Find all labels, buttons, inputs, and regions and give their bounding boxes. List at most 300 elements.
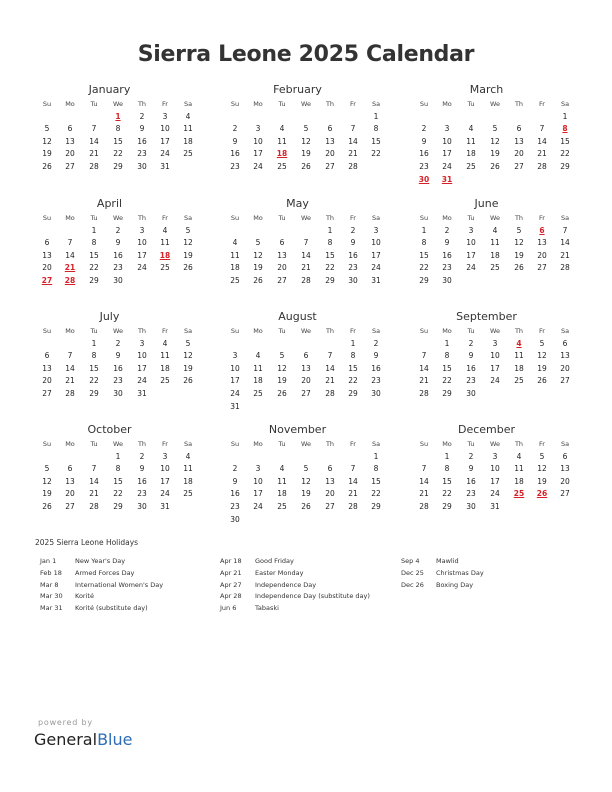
weekday-label: Su [419, 100, 429, 108]
weekday-label: We [112, 440, 124, 448]
holiday-name: International Women's Day [75, 580, 164, 589]
day-cell: 31 [371, 275, 381, 285]
day-cell: 22 [442, 376, 452, 386]
day-cell: 21 [348, 149, 358, 159]
day-cell: 17 [160, 136, 170, 146]
day-cell: 15 [560, 136, 570, 146]
day-cell: 4 [185, 451, 191, 461]
day-cell: 2 [421, 124, 427, 134]
day-cell: 12 [277, 363, 287, 373]
day-cell: 8 [91, 238, 97, 248]
day-cell: 11 [160, 351, 170, 361]
day-cell: 10 [253, 476, 263, 486]
day-cell: 5 [255, 238, 261, 248]
weekday-header-row [220, 325, 381, 338]
day-cell: 3 [139, 225, 145, 235]
day-cell: 12 [42, 476, 52, 486]
day-cell: 10 [371, 238, 381, 248]
day-cell: 24 [371, 263, 381, 273]
powered-by-text: powered by [38, 718, 93, 727]
holiday-name: New Year's Day [75, 557, 126, 565]
week-row [409, 388, 564, 401]
day-cell: 9 [232, 476, 238, 486]
day-cell: 27 [537, 263, 547, 273]
month-name: July [99, 310, 120, 323]
day-cell: 19 [183, 250, 193, 260]
weekday-label: Su [230, 327, 240, 335]
month-name: August [278, 310, 317, 323]
day-cell: 16 [466, 363, 476, 373]
day-cell: 10 [137, 351, 147, 361]
day-cell: 24 [442, 161, 452, 171]
day-cell: 2 [232, 124, 238, 134]
day-cell: 17 [371, 250, 381, 260]
day-cell: 13 [277, 250, 287, 260]
day-cell: 26 [514, 263, 524, 273]
day-cell: 28 [348, 501, 358, 511]
weekday-label: We [112, 100, 124, 108]
weekday-label: Mo [65, 100, 75, 108]
day-cell: 8 [421, 238, 427, 248]
day-cell: 10 [253, 136, 263, 146]
day-cell: 17 [137, 250, 147, 260]
month-name: May [286, 197, 309, 210]
weekday-label: Tu [278, 440, 286, 448]
weekday-label: Su [419, 214, 429, 222]
weekday-header-row [220, 438, 381, 451]
week-row [32, 225, 191, 238]
week-row [409, 501, 564, 514]
holiday-name: Christmas Day [436, 568, 484, 577]
day-cell: 30 [371, 388, 381, 398]
week-row [220, 363, 381, 376]
weekday-label: Tu [90, 440, 98, 448]
holiday-name: Tabaski [255, 604, 279, 613]
day-cell: 24 [230, 388, 240, 398]
day-cell: 25 [230, 275, 240, 285]
day-cell: 17 [253, 489, 263, 499]
day-cell: 21 [89, 489, 99, 499]
weekday-label: Tu [278, 327, 286, 335]
week-row [409, 476, 570, 489]
day-cell: 16 [230, 489, 240, 499]
weekday-header-row [32, 98, 193, 111]
day-cell: 16 [137, 136, 147, 146]
week-row [32, 123, 193, 136]
weekday-label: Fr [162, 327, 168, 335]
day-cell: 5 [539, 451, 545, 461]
week-row [409, 237, 570, 250]
day-cell: 8 [91, 351, 97, 361]
week-row [220, 451, 379, 464]
weekday-label: Tu [467, 440, 475, 448]
weekday-label: Sa [560, 440, 570, 448]
weekday-label: We [489, 440, 501, 448]
day-cell: 14 [560, 238, 570, 248]
day-cell: 1 [350, 338, 356, 348]
day-cell: 16 [419, 149, 429, 159]
weekday-label: We [300, 440, 312, 448]
day-cell: 6 [279, 238, 285, 248]
week-row [409, 262, 570, 275]
day-cell: 22 [348, 376, 358, 386]
day-cell: 15 [89, 250, 99, 260]
day-cell: 29 [113, 161, 123, 171]
day-cell: 17 [442, 149, 452, 159]
month-name: April [96, 197, 123, 210]
weekday-label: Fr [162, 214, 168, 222]
day-cell: 4 [468, 124, 474, 134]
day-cell: 11 [490, 238, 500, 248]
week-row [220, 476, 381, 489]
day-cell: 20 [537, 250, 547, 260]
holidays-title: 2025 Sierra Leone Holidays [35, 538, 139, 547]
day-cell: 4 [516, 451, 522, 461]
weekday-label: Mo [65, 440, 75, 448]
day-cell: 17 [253, 149, 263, 159]
week-row [220, 123, 379, 136]
holiday-date: Jan 1 [40, 557, 57, 565]
week-row [220, 463, 379, 476]
day-cell: 23 [348, 263, 358, 273]
day-cell: 23 [466, 376, 476, 386]
day-cell: 22 [419, 263, 429, 273]
weekday-label: Su [42, 100, 52, 108]
day-cell: 9 [139, 124, 145, 134]
day-cell: 18 [183, 136, 193, 146]
day-cell: 2 [115, 338, 121, 348]
day-cell: 21 [560, 250, 570, 260]
holiday-day-cell: 27 [41, 275, 53, 285]
day-cell: 26 [42, 161, 52, 171]
brand-part2: Blue [97, 730, 133, 749]
day-cell: 28 [419, 388, 429, 398]
weekday-label: Fr [539, 440, 545, 448]
day-cell: 25 [277, 501, 287, 511]
week-row [409, 123, 568, 136]
day-cell: 11 [160, 238, 170, 248]
week-row [220, 388, 381, 401]
holiday-name: Mawlid [436, 557, 459, 565]
day-cell: 6 [303, 351, 309, 361]
day-cell: 13 [560, 464, 570, 474]
week-row [409, 136, 570, 149]
weekday-label: Mo [65, 214, 75, 222]
week-row [32, 275, 187, 288]
weekday-label: Su [230, 100, 240, 108]
day-cell: 1 [444, 338, 450, 348]
day-cell: 20 [560, 476, 570, 486]
day-cell: 7 [67, 351, 73, 361]
week-row [32, 136, 193, 149]
day-cell: 25 [490, 263, 500, 273]
day-cell: 29 [442, 388, 452, 398]
day-cell: 16 [113, 250, 123, 260]
weekday-header-row [32, 438, 193, 451]
day-cell: 31 [160, 161, 170, 171]
holiday-day-cell: 26 [536, 489, 548, 499]
day-cell: 23 [230, 501, 240, 511]
day-cell: 4 [492, 225, 498, 235]
day-cell: 6 [327, 124, 333, 134]
weekday-label: Su [230, 440, 240, 448]
day-cell: 5 [539, 338, 545, 348]
day-cell: 7 [350, 464, 356, 474]
holiday-date: Mar 8 [40, 580, 59, 589]
day-cell: 1 [115, 451, 121, 461]
day-cell: 9 [468, 351, 474, 361]
day-cell: 26 [253, 275, 263, 285]
day-cell: 6 [327, 464, 333, 474]
day-cell: 1 [91, 338, 97, 348]
day-cell: 22 [371, 149, 381, 159]
day-cell: 19 [277, 376, 287, 386]
weekday-label: Sa [560, 100, 570, 108]
day-cell: 18 [183, 476, 193, 486]
weekday-label: Tu [90, 100, 98, 108]
week-row [220, 111, 379, 124]
day-cell: 10 [137, 238, 147, 248]
day-cell: 3 [444, 124, 450, 134]
day-cell: 13 [42, 363, 52, 373]
day-cell: 27 [560, 376, 570, 386]
month-august [220, 309, 381, 413]
weekday-label: Tu [90, 214, 98, 222]
day-cell: 5 [44, 464, 50, 474]
day-cell: 17 [466, 250, 476, 260]
day-cell: 15 [325, 250, 335, 260]
week-row [409, 375, 570, 388]
week-row [220, 338, 379, 351]
day-cell: 20 [277, 263, 287, 273]
day-cell: 30 [137, 161, 147, 171]
day-cell: 30 [466, 501, 476, 511]
day-cell: 31 [160, 501, 170, 511]
day-cell: 26 [277, 388, 287, 398]
day-cell: 14 [348, 136, 358, 146]
month-december [409, 422, 570, 514]
weekday-label: We [300, 100, 312, 108]
day-cell: 11 [253, 363, 263, 373]
day-cell: 14 [419, 476, 429, 486]
day-cell: 26 [183, 376, 193, 386]
day-cell: 27 [560, 489, 570, 499]
week-row [32, 161, 187, 174]
holiday-name: Korité (substitute day) [75, 604, 148, 613]
weekday-label: Th [137, 214, 147, 222]
day-cell: 7 [327, 351, 333, 361]
day-cell: 5 [303, 124, 309, 134]
day-cell: 15 [442, 363, 452, 373]
holiday-date: Dec 26 [401, 580, 424, 589]
day-cell: 30 [442, 275, 452, 285]
day-cell: 26 [490, 161, 500, 171]
holiday-date: Jun 6 [220, 604, 237, 613]
day-cell: 3 [492, 451, 498, 461]
month-name: October [87, 423, 132, 436]
week-row [220, 237, 381, 250]
day-cell: 2 [350, 225, 356, 235]
week-row [220, 514, 375, 527]
day-cell: 4 [279, 464, 285, 474]
generalblue-logo[interactable] [34, 730, 132, 749]
day-cell: 3 [373, 225, 379, 235]
week-row [409, 250, 570, 263]
weekday-header-row [409, 325, 570, 338]
weekday-label: Tu [467, 214, 475, 222]
day-cell: 21 [325, 376, 335, 386]
day-cell: 28 [419, 501, 429, 511]
day-cell: 12 [183, 238, 193, 248]
holiday-name: Armed Forces Day [75, 568, 135, 577]
holiday-date: Mar 31 [40, 604, 63, 613]
month-name: March [469, 83, 504, 96]
weekday-label: Th [137, 100, 147, 108]
weekday-label: Sa [183, 440, 193, 448]
weekday-label: Tu [467, 100, 475, 108]
day-cell: 15 [371, 476, 381, 486]
day-cell: 19 [490, 149, 500, 159]
weekday-label: Fr [539, 214, 545, 222]
page-title: Sierra Leone 2025 Calendar [137, 42, 475, 67]
day-cell: 7 [91, 464, 97, 474]
day-cell: 12 [301, 476, 311, 486]
weekday-label: Su [419, 327, 429, 335]
day-cell: 10 [490, 351, 500, 361]
day-cell: 30 [466, 388, 476, 398]
day-cell: 24 [160, 489, 170, 499]
day-cell: 29 [113, 501, 123, 511]
weekday-label: Th [137, 327, 147, 335]
weekday-header-row [32, 212, 193, 225]
weekday-label: Su [42, 214, 52, 222]
day-cell: 8 [444, 464, 450, 474]
day-cell: 22 [113, 489, 123, 499]
day-cell: 29 [442, 501, 452, 511]
day-cell: 23 [442, 263, 452, 273]
day-cell: 20 [42, 376, 52, 386]
day-cell: 10 [442, 136, 452, 146]
day-cell: 24 [137, 263, 147, 273]
day-cell: 30 [113, 275, 123, 285]
day-cell: 18 [253, 376, 263, 386]
month-name: January [88, 83, 131, 96]
day-cell: 16 [230, 149, 240, 159]
weekday-label: Fr [350, 100, 356, 108]
day-cell: 16 [113, 363, 123, 373]
weekday-label: Su [230, 214, 240, 222]
holiday-date: Apr 18 [220, 557, 242, 565]
day-cell: 13 [325, 476, 335, 486]
month-name: September [456, 310, 517, 323]
day-cell: 24 [253, 501, 263, 511]
weekday-label: Fr [350, 327, 356, 335]
holiday-name: Independence Day (substitute day) [255, 592, 370, 601]
day-cell: 18 [160, 363, 170, 373]
day-cell: 21 [537, 149, 547, 159]
day-cell: 19 [253, 263, 263, 273]
day-cell: 1 [91, 225, 97, 235]
day-cell: 9 [468, 464, 474, 474]
month-july [32, 309, 193, 401]
day-cell: 24 [466, 263, 476, 273]
holiday-day-cell: 18 [276, 149, 288, 159]
day-cell: 11 [514, 351, 524, 361]
day-cell: 5 [279, 351, 285, 361]
day-cell: 20 [560, 363, 570, 373]
weekday-header-row [220, 212, 381, 225]
week-row [220, 262, 381, 275]
day-cell: 2 [468, 338, 474, 348]
day-cell: 8 [350, 351, 356, 361]
holiday-day-cell: 1 [115, 111, 121, 121]
weekday-label: Mo [442, 214, 452, 222]
day-cell: 5 [185, 338, 191, 348]
day-cell: 6 [44, 351, 50, 361]
day-cell: 14 [348, 476, 358, 486]
day-cell: 28 [348, 161, 358, 171]
weekday-label: Fr [162, 440, 168, 448]
day-cell: 30 [113, 388, 123, 398]
day-cell: 2 [444, 225, 450, 235]
holiday-date: Apr 21 [220, 568, 242, 577]
day-cell: 24 [253, 161, 263, 171]
week-row [220, 250, 381, 263]
day-cell: 21 [65, 376, 75, 386]
day-cell: 22 [371, 489, 381, 499]
day-cell: 20 [325, 149, 335, 159]
day-cell: 10 [160, 464, 170, 474]
day-cell: 13 [301, 363, 311, 373]
day-cell: 17 [490, 476, 500, 486]
day-cell: 9 [139, 464, 145, 474]
weekday-label: Fr [350, 214, 356, 222]
weekday-header-row [220, 98, 381, 111]
weekday-label: We [112, 214, 124, 222]
month-january [32, 82, 193, 174]
day-cell: 21 [419, 376, 429, 386]
day-cell: 22 [325, 263, 335, 273]
week-row [409, 488, 570, 501]
day-cell: 28 [537, 161, 547, 171]
holiday-day-cell: 28 [64, 275, 76, 285]
holiday-date: Feb 18 [40, 568, 62, 577]
day-cell: 16 [442, 250, 452, 260]
week-row [32, 262, 193, 275]
day-cell: 20 [65, 149, 75, 159]
day-cell: 3 [232, 351, 238, 361]
weekday-label: Su [42, 440, 52, 448]
weekday-label: We [489, 100, 501, 108]
day-cell: 19 [537, 476, 547, 486]
week-row [220, 225, 379, 238]
day-cell: 4 [185, 111, 191, 121]
day-cell: 20 [514, 149, 524, 159]
day-cell: 11 [277, 476, 287, 486]
day-cell: 16 [371, 363, 381, 373]
week-row [32, 476, 193, 489]
day-cell: 18 [466, 149, 476, 159]
weekday-label: Sa [183, 214, 193, 222]
day-cell: 24 [160, 149, 170, 159]
week-row [220, 161, 375, 174]
day-cell: 30 [348, 275, 358, 285]
holiday-day-cell: 31 [441, 174, 453, 184]
day-cell: 3 [255, 464, 261, 474]
day-cell: 5 [303, 464, 309, 474]
day-cell: 4 [232, 238, 238, 248]
day-cell: 27 [65, 501, 75, 511]
